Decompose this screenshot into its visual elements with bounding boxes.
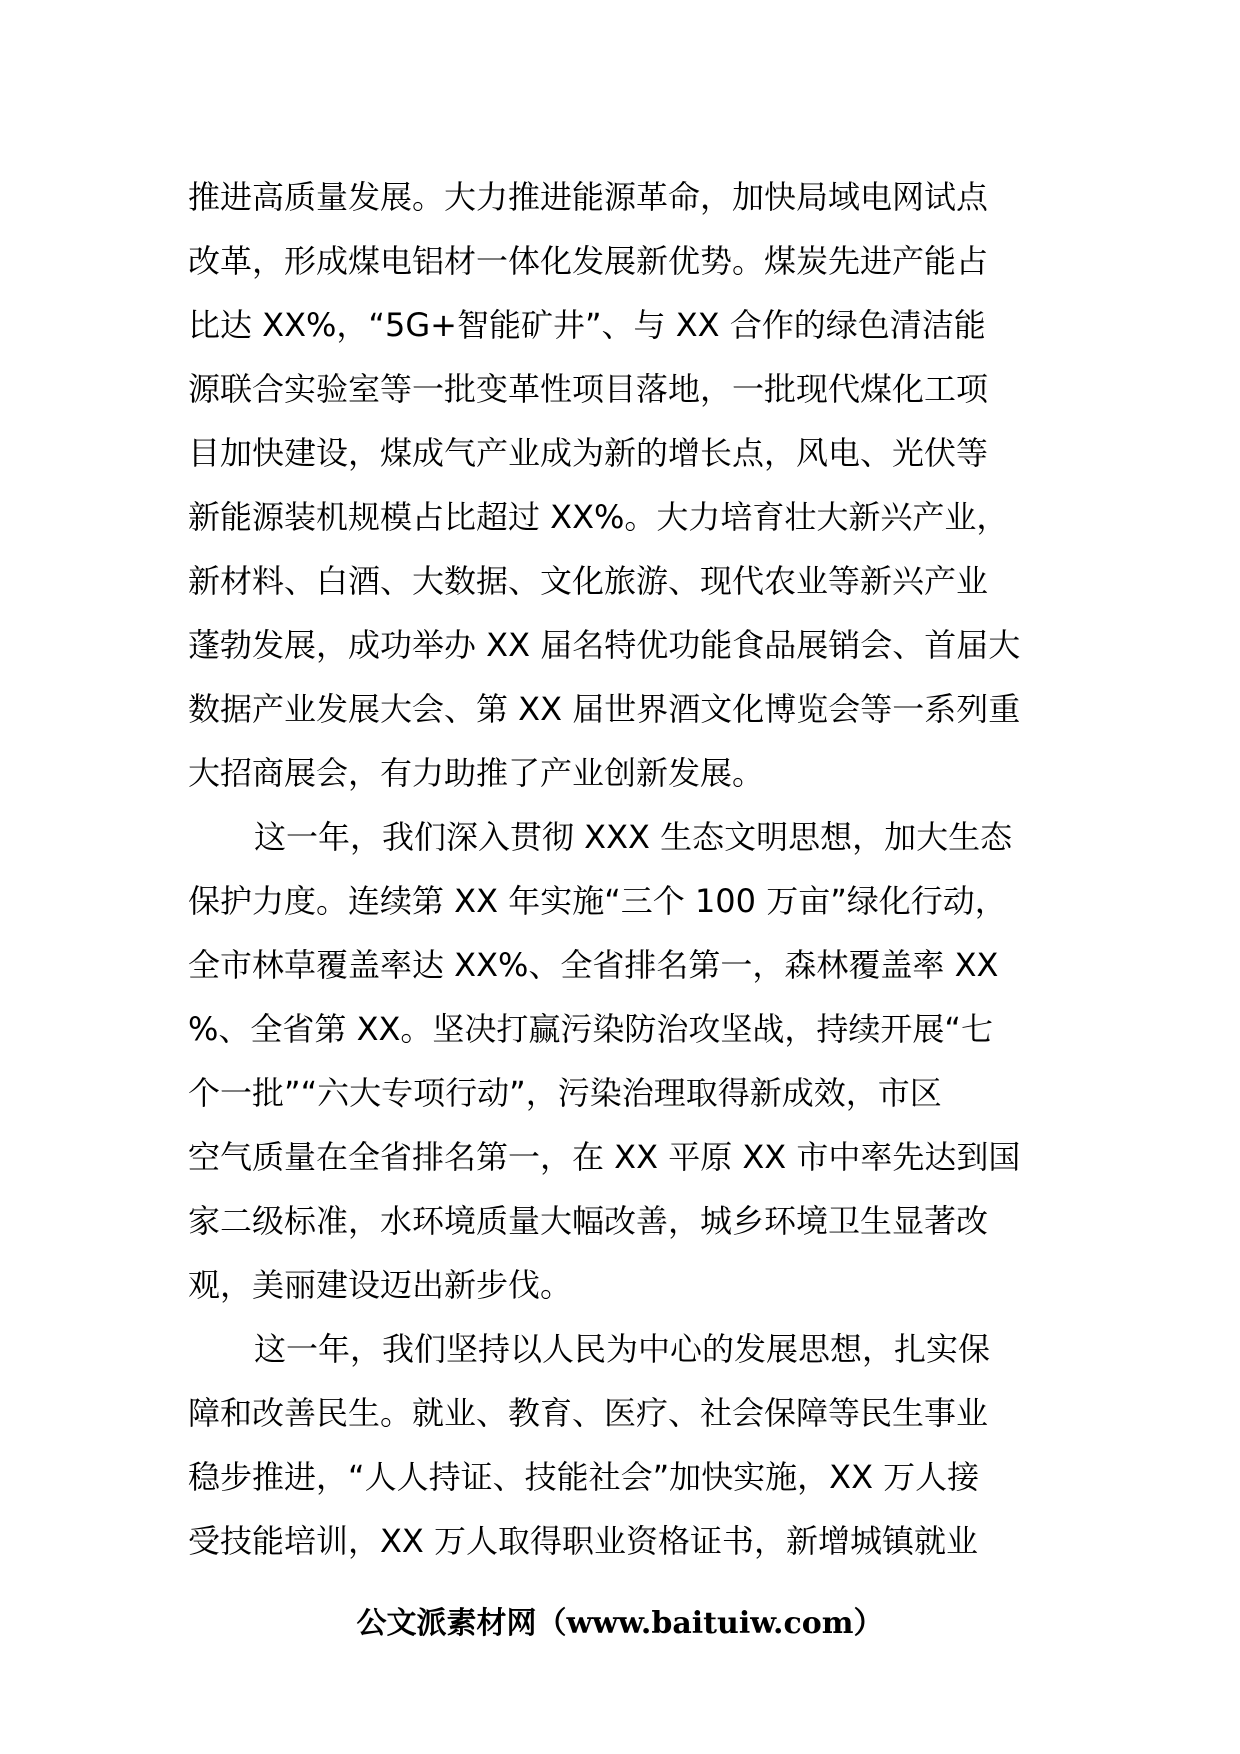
text-line: 家二级标准，水环境质量大幅改善，城乡环境卫生显著改 — [188, 1202, 989, 1240]
text-line: 改革，形成煤电铝材一体化发展新优势。煤炭先进产能占 — [188, 242, 989, 280]
text-line: 受技能培训，XX 万人取得职业资格证书，新增城镇就业 — [188, 1522, 979, 1560]
footer-watermark-text: 公文派素材网（www.baituiw.com） — [356, 1606, 884, 1641]
body-text — [188, 165, 1068, 1573]
text-line: 障和改善民生。就业、教育、医疗、社会保障等民生事业 — [188, 1394, 989, 1432]
text-line: 新材料、白酒、大数据、文化旅游、现代农业等新兴产业 — [188, 562, 989, 600]
text-line: 新能源装机规模占比超过 XX%。大力培育壮大新兴产业， — [188, 498, 1009, 536]
paragraph-industry — [188, 165, 1068, 805]
text-line: 目加快建设，煤成气产业成为新的增长点，风电、光伏等 — [188, 434, 989, 472]
text-line: 这一年，我们坚持以人民为中心的发展思想，扎实保 — [254, 1330, 991, 1368]
paragraph-ecology — [188, 805, 1068, 1317]
text-line: 比达 XX%，“5G+智能矿井”、与 XX 合作的绿色清洁能 — [188, 306, 986, 344]
text-line: 大招商展会，有力助推了产业创新发展。 — [188, 754, 765, 792]
text-line: %、全省第 XX。坚决打赢污染防治攻坚战，持续开展“七 — [188, 1010, 994, 1048]
text-line: 蓬勃发展，成功举办 XX 届名特优功能食品展销会、首届大 — [188, 626, 1021, 664]
paragraph-livelihood — [188, 1317, 1068, 1573]
text-line: 稳步推进，“人人持证、技能社会”加快实施，XX 万人接 — [188, 1458, 980, 1496]
text-line: 数据产业发展大会、第 XX 届世界酒文化博览会等一系列重 — [188, 690, 1021, 728]
text-line: 观，美丽建设迈出新步伐。 — [188, 1266, 573, 1304]
text-line: 推进高质量发展。大力推进能源革命，加快局域电网试点 — [188, 178, 989, 216]
text-line: 全市林草覆盖率达 XX%、全省排名第一，森林覆盖率 XX — [188, 946, 999, 984]
text-line: 空气质量在全省排名第一，在 XX 平原 XX 市中率先达到国 — [188, 1138, 1021, 1176]
text-line: 源联合实验室等一批变革性项目落地，一批现代煤化工项 — [188, 370, 989, 408]
text-line: 保护力度。连续第 XX 年实施“三个 100 万亩”绿化行动， — [188, 882, 1007, 920]
text-line: 这一年，我们深入贯彻 XXX 生态文明思想，加大生态 — [254, 818, 1013, 856]
text-line: 个一批”“六大专项行动”，污染治理取得新成效，市区 — [188, 1074, 942, 1112]
